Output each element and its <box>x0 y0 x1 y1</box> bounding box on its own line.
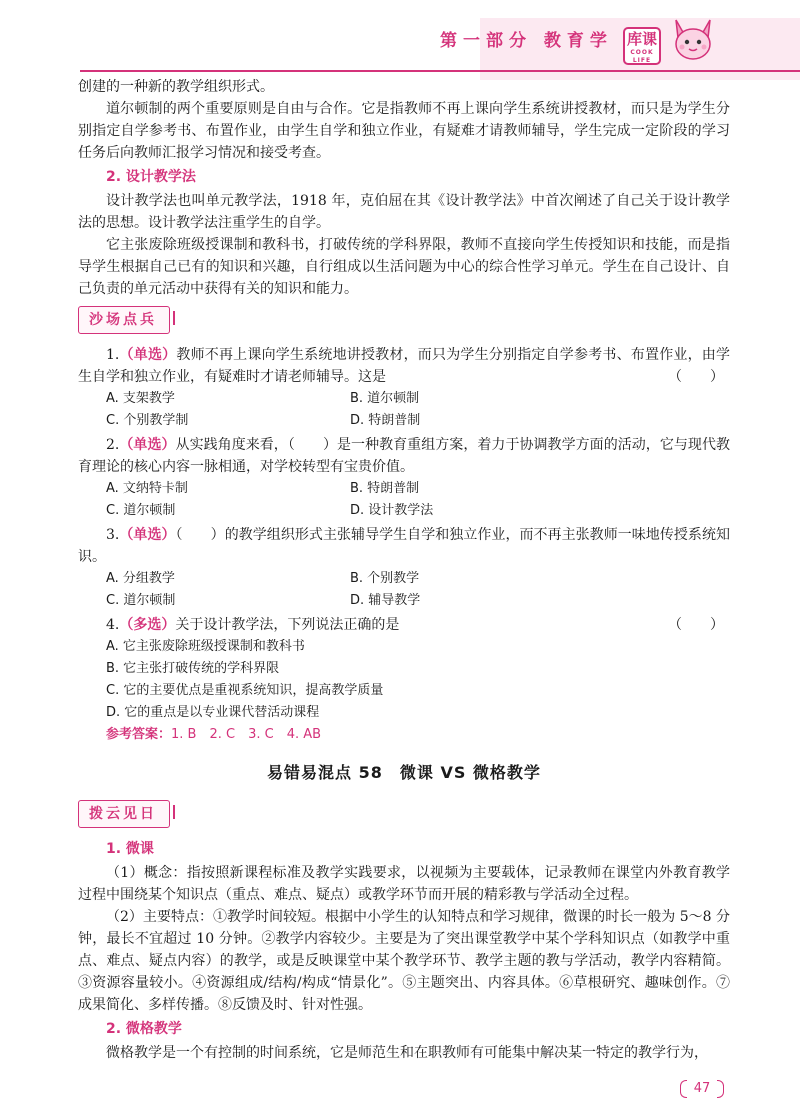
option-d: D. 特朗普制 <box>350 413 421 428</box>
micro-lesson-features: （2）主要特点：①教学时间较短。根据中小学生的认知特点和学习规律，微课的时长一般为 5～8 分钟，最长不宜超过 10 分钟。②教学内容较少。主要是为了突出课堂教学中某个学科知识点（如教学中重点、难点、疑点内容）的教学，或是反映课堂中某个教学环节、教学主题的教与学活动，教学内容精简。③资源容量较小。④资源组成/结构/构成“情景化”。⑤主题突出、内容具体。⑥草根研究、趣味创作。⑦成果简化、多样传播。⑧反馈及时、针对性强。 <box>78 909 730 1013</box>
intro-line: 创建的一种新的教学组织形式。 <box>78 79 274 95</box>
option-b: B. 它主张打破传统的学科界限 <box>106 661 280 676</box>
option-a: A. 它主张废除班级授课制和教科书 <box>106 639 305 654</box>
option-c: C. 它的主要优点是重视系统知识，提高教学质量 <box>106 683 384 698</box>
question-number: 2. <box>106 437 120 453</box>
answer-key-label: 参考答案： <box>106 727 172 742</box>
logo-text: 库课 <box>626 30 657 48</box>
option-a: A. 文纳特卡制 <box>106 481 188 496</box>
question-text: （ ）的教学组织形式主张辅导学生自学和独立作业，而不再主张教师一味地传授系统知识。 <box>78 527 730 565</box>
design-paragraph-2: 它主张废除班级授课制和教科书，打破传统的学科界限，教师不直接向学生传授知识和技能，而是指导学生根据自己已有的知识和兴趣，自行组成以生活问题为中心的综合性学习单元。学生在自己设计、自己负责的单元活动中获得有关的知识和能力。 <box>78 237 730 297</box>
option-d: D. 它的重点是以专业课代替活动课程 <box>106 705 320 720</box>
option-a: A. 分组教学 <box>106 571 175 586</box>
question-type-tag: （单选） <box>119 347 177 363</box>
insight-box-title: 拨云见日 <box>78 800 170 828</box>
options <box>78 636 730 724</box>
options <box>78 388 730 432</box>
options <box>78 568 730 612</box>
micro-lesson-heading: 1. 微课 <box>106 841 154 857</box>
option-b: B. 个别教学 <box>350 571 420 586</box>
options <box>78 478 730 522</box>
option-b: B. 特朗普制 <box>350 481 420 496</box>
question-text: 从实践角度来看，（ ）是一种教育重组方案，着力于协调教学方面的活动，它与现代教育理论的核心内容一脉相通，对学校转型有宝贵价值。 <box>78 437 730 475</box>
microteaching-paragraph: 微格教学是一个有控制的时间系统，它是师范生和在职教师有可能集中解决某一特定的教学行为， <box>106 1045 708 1061</box>
question-number: 4. <box>106 617 120 633</box>
section-title: 易错易混点 58 微课 VS 微格教学 <box>267 763 541 782</box>
page-body <box>78 76 730 1064</box>
option-c: C. 道尔顿制 <box>106 593 176 608</box>
dalton-paragraph: 道尔顿制的两个重要原则是自由与合作。它是指教师不再上课向学生系统讲授教材，而只是为学生分别指定自学参考书、布置作业，由学生自学和独立作业，有疑难才请教师辅导，学生完成一定阶段的学习任务后向教师汇报学习情况和接受考查。 <box>78 101 730 161</box>
question-number: 3. <box>106 527 120 543</box>
option-a: A. 支架教学 <box>106 391 175 406</box>
question-2 <box>78 434 730 522</box>
option-d: D. 设计教学法 <box>350 503 434 518</box>
option-c: C. 道尔顿制 <box>106 503 176 518</box>
page-header <box>0 0 800 80</box>
micro-lesson-concept: （1）概念：指按照新课程标准及教学实践要求，以视频为主要载体，记录教师在课堂内外教育教学过程中围绕某个知识点（重点、难点、疑点）或教学环节而开展的精彩教与学活动全过程。 <box>78 865 730 903</box>
page-number: 47 <box>682 1078 722 1100</box>
header-rule <box>80 70 800 72</box>
design-heading: 2. 设计教学法 <box>106 169 196 185</box>
kuke-logo <box>623 27 661 65</box>
answer-blank: （ ） <box>668 617 724 633</box>
logo-subtext: COOK LIFE <box>630 49 654 64</box>
answer-key-values: 1. B 2. C 3. C 4. AB <box>171 727 322 742</box>
answer-blank: （ ） <box>668 369 724 385</box>
question-text: 关于设计教学法，下列说法正确的是 <box>175 617 400 633</box>
option-b: B. 道尔顿制 <box>350 391 420 406</box>
question-text: 教师不再上课向学生系统地讲授教材，而只为学生分别指定自学参考书、布置作业，由学生自学和独立作业，有疑难时才请老师辅导。这是 <box>78 347 731 385</box>
part-title: 第一部分 教育学 <box>440 31 613 51</box>
design-paragraph-1: 设计教学法也叫单元教学法，1918 年，克伯屈在其《设计教学法》中首次阐述了自己关于设计教学法的思想。设计教学法注重学生的自学。 <box>78 193 730 231</box>
answer-key <box>78 724 730 746</box>
question-type-tag: （单选） <box>119 527 176 543</box>
question-type-tag: （单选） <box>119 437 176 453</box>
question-number: 1. <box>106 347 120 363</box>
question-3 <box>78 524 730 612</box>
question-1 <box>78 344 730 432</box>
option-c: C. 个别教学制 <box>106 413 189 428</box>
practice-box-title: 沙场点兵 <box>78 306 170 334</box>
option-d: D. 辅导教学 <box>350 593 421 608</box>
microteaching-heading: 2. 微格教学 <box>106 1021 182 1037</box>
fox-mascot-icon <box>668 14 718 66</box>
question-4 <box>78 614 730 724</box>
question-type-tag: （多选） <box>119 617 176 633</box>
